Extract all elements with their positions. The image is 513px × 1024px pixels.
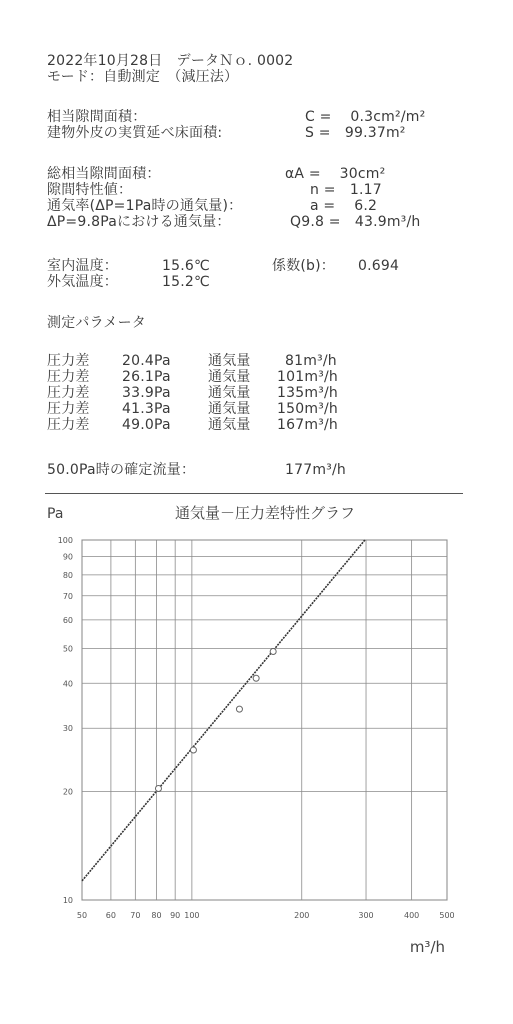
x-tick-label: 300 — [358, 911, 374, 920]
y-tick-label: 90 — [62, 552, 73, 562]
coef-label: 係数(b)： — [272, 258, 336, 274]
indoor-value: 15.6℃ — [162, 258, 210, 274]
outdoor-value: 15.2℃ — [162, 274, 210, 290]
date-line: 2022年10月28日 データＮｏ. 0002 — [47, 53, 294, 69]
mode-line: モード：自動測定 （減圧法） — [47, 69, 239, 85]
plot-frame — [82, 540, 447, 900]
x-tick-label: 60 — [105, 911, 116, 920]
data-point — [270, 649, 276, 655]
s-value: S = 99.37m² — [305, 125, 406, 141]
chart-ylabel: Pa — [47, 506, 64, 522]
param-row-flow-label: 通気量 — [208, 369, 251, 385]
y-tick-label: 70 — [62, 591, 73, 601]
confirmed-label: 50.0Pa時の確定流量： — [47, 462, 196, 478]
param-row-label: 圧力差 — [47, 417, 90, 433]
data-point — [253, 675, 259, 681]
param-row-flow-label: 通気量 — [208, 401, 251, 417]
n-label: 隙間特性値： — [47, 182, 133, 198]
q-value: Q9.8 = 43.9m³/h — [290, 214, 421, 230]
x-tick-label: 400 — [403, 911, 420, 920]
y-tick-label: 50 — [62, 644, 73, 654]
c-label: 相当隙間面積： — [47, 109, 147, 125]
y-tick-label: 10 — [62, 896, 73, 905]
param-row-pressure: 49.0Pa — [122, 417, 171, 433]
data-point — [155, 786, 161, 792]
data-point — [190, 747, 196, 753]
param-row-flow: 167m³/h — [277, 417, 338, 433]
x-tick-label: 70 — [130, 911, 141, 920]
param-row-flow: 101m³/h — [277, 369, 338, 385]
y-tick-label: 40 — [62, 679, 73, 689]
param-row-flow: 150m³/h — [277, 401, 338, 417]
param-row-flow-label: 通気量 — [208, 385, 251, 401]
fit-line — [82, 540, 365, 881]
data-point — [236, 706, 242, 712]
param-row-flow: 135m³/h — [277, 385, 338, 401]
indoor-label: 室内温度： — [47, 258, 118, 274]
y-tick-label: 30 — [62, 724, 73, 734]
params-title: 測定パラメータ — [47, 315, 146, 331]
confirmed-value: 177m³/h — [285, 462, 346, 478]
param-row-flow: 81m³/h — [285, 353, 337, 369]
chart-xlabel: m³/h — [409, 938, 445, 956]
x-tick-label: 200 — [294, 911, 310, 920]
x-tick-label: 80 — [151, 911, 162, 920]
y-tick-label: 80 — [62, 570, 73, 580]
param-row-label: 圧力差 — [47, 401, 90, 417]
aa-label: 総相当隙間面積： — [47, 166, 161, 182]
param-row-pressure: 20.4Pa — [122, 353, 171, 369]
q-label: ΔP=9.8Paにおける通気量： — [47, 214, 231, 230]
n-value: n = 1.17 — [310, 182, 382, 198]
y-tick-label: 100 — [57, 536, 73, 545]
x-tick-label: 500 — [439, 911, 455, 920]
aa-value: αA = 30cm² — [285, 166, 386, 182]
outdoor-label: 外気温度： — [47, 274, 118, 290]
param-row-flow-label: 通気量 — [208, 417, 251, 433]
x-tick-label: 90 — [170, 911, 181, 920]
param-row-label: 圧力差 — [47, 369, 90, 385]
y-tick-label: 60 — [62, 615, 73, 625]
s-label: 建物外皮の実質延べ床面積: — [47, 125, 223, 141]
chart-title: 通気量－圧力差特性グラフ — [174, 504, 356, 522]
x-tick-label: 100 — [184, 911, 200, 920]
x-tick-label: 50 — [76, 911, 88, 920]
a-value: a = 6.2 — [310, 198, 378, 214]
y-tick-label: 20 — [62, 787, 73, 797]
param-row-pressure: 33.9Pa — [122, 385, 171, 401]
c-value: C = 0.3cm²/m² — [305, 109, 426, 125]
a-label: 通気率(ΔP=1Pa時の通気量)： — [47, 198, 243, 214]
param-row-pressure: 26.1Pa — [122, 369, 171, 385]
coef-value: 0.694 — [358, 258, 400, 274]
param-row-flow-label: 通気量 — [208, 353, 251, 369]
param-row-label: 圧力差 — [47, 385, 90, 401]
param-row-pressure: 41.3Pa — [122, 401, 171, 417]
param-row-label: 圧力差 — [47, 353, 90, 369]
